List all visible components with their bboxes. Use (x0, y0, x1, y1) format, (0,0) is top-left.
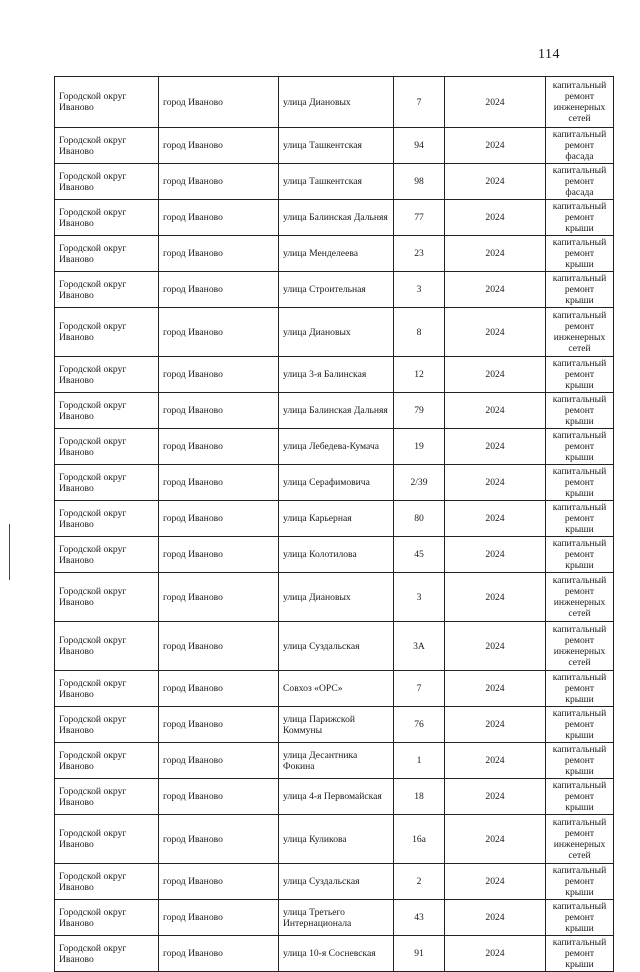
table-row (55, 465, 614, 501)
cell-year: 2024 (445, 779, 546, 815)
cell-year: 2024 (445, 200, 546, 236)
cell-street: улица 3-я Балинская (279, 357, 394, 393)
cell-year: 2024 (445, 573, 546, 622)
cell-work-type: капитальный ремонт фасада (546, 128, 614, 164)
cell-work-type: капитальный ремонт крыши (546, 779, 614, 815)
cell-district: Городской округ Иваново (55, 573, 159, 622)
cell-work-type: капитальный ремонт крыши (546, 272, 614, 308)
cell-house-number: 80 (394, 501, 445, 537)
cell-work-type: капитальный ремонт инженерных сетей (546, 308, 614, 357)
cell-house-number: 77 (394, 200, 445, 236)
cell-street: улица Ташкентская (279, 164, 394, 200)
cell-year: 2024 (445, 501, 546, 537)
table-row (55, 164, 614, 200)
cell-city: город Иваново (159, 164, 279, 200)
cell-city: город Иваново (159, 429, 279, 465)
cell-year: 2024 (445, 128, 546, 164)
registry-body (55, 77, 614, 972)
cell-house-number: 2/39 (394, 465, 445, 501)
cell-work-type: капитальный ремонт инженерных сетей (546, 573, 614, 622)
cell-year: 2024 (445, 429, 546, 465)
table-row (55, 936, 614, 972)
cell-city: город Иваново (159, 900, 279, 936)
cell-district: Городской округ Иваново (55, 900, 159, 936)
table-row (55, 128, 614, 164)
cell-street: улица Суздальская (279, 622, 394, 671)
cell-year: 2024 (445, 743, 546, 779)
cell-house-number: 16а (394, 815, 445, 864)
table-row (55, 429, 614, 465)
cell-work-type: капитальный ремонт крыши (546, 936, 614, 972)
cell-district: Городской округ Иваново (55, 357, 159, 393)
cell-work-type: капитальный ремонт крыши (546, 465, 614, 501)
cell-year: 2024 (445, 537, 546, 573)
page-number: 114 (538, 47, 560, 62)
cell-city: город Иваново (159, 272, 279, 308)
cell-work-type: капитальный ремонт крыши (546, 743, 614, 779)
cell-street: улица Суздальская (279, 864, 394, 900)
cell-house-number: 2 (394, 864, 445, 900)
cell-year: 2024 (445, 164, 546, 200)
cell-work-type: капитальный ремонт крыши (546, 707, 614, 743)
table-row (55, 573, 614, 622)
cell-district: Городской округ Иваново (55, 622, 159, 671)
cell-street: улица Строительная (279, 272, 394, 308)
cell-district: Городской округ Иваново (55, 815, 159, 864)
cell-district: Городской округ Иваново (55, 200, 159, 236)
cell-street: улица Балинская Дальняя (279, 393, 394, 429)
cell-district: Городской округ Иваново (55, 164, 159, 200)
cell-year: 2024 (445, 77, 546, 128)
cell-city: город Иваново (159, 622, 279, 671)
table-row (55, 200, 614, 236)
cell-house-number: 79 (394, 393, 445, 429)
cell-year: 2024 (445, 622, 546, 671)
cell-district: Городской округ Иваново (55, 465, 159, 501)
cell-year: 2024 (445, 357, 546, 393)
cell-work-type: капитальный ремонт крыши (546, 236, 614, 272)
cell-house-number: 3 (394, 272, 445, 308)
cell-house-number: 8 (394, 308, 445, 357)
cell-work-type: капитальный ремонт крыши (546, 393, 614, 429)
cell-house-number: 19 (394, 429, 445, 465)
cell-house-number: 76 (394, 707, 445, 743)
cell-street: улица 4-я Первомайская (279, 779, 394, 815)
cell-street: улица Куликова (279, 815, 394, 864)
cell-city: город Иваново (159, 393, 279, 429)
table-row (55, 393, 614, 429)
cell-street: улица Колотилова (279, 537, 394, 573)
cell-year: 2024 (445, 815, 546, 864)
cell-district: Городской округ Иваново (55, 501, 159, 537)
cell-city: город Иваново (159, 671, 279, 707)
cell-work-type: капитальный ремонт инженерных сетей (546, 622, 614, 671)
cell-year: 2024 (445, 936, 546, 972)
cell-city: город Иваново (159, 501, 279, 537)
cell-house-number: 7 (394, 77, 445, 128)
cell-house-number: 91 (394, 936, 445, 972)
cell-district: Городской округ Иваново (55, 272, 159, 308)
cell-district: Городской округ Иваново (55, 429, 159, 465)
cell-city: город Иваново (159, 936, 279, 972)
cell-year: 2024 (445, 308, 546, 357)
cell-city: город Иваново (159, 537, 279, 573)
table-row (55, 501, 614, 537)
cell-district: Городской округ Иваново (55, 393, 159, 429)
cell-district: Городской округ Иваново (55, 77, 159, 128)
cell-district: Городской округ Иваново (55, 537, 159, 573)
table-row (55, 77, 614, 128)
table-row (55, 743, 614, 779)
cell-city: город Иваново (159, 200, 279, 236)
cell-city: город Иваново (159, 357, 279, 393)
cell-city: город Иваново (159, 864, 279, 900)
table-row (55, 308, 614, 357)
cell-district: Городской округ Иваново (55, 743, 159, 779)
cell-city: город Иваново (159, 465, 279, 501)
table-row (55, 707, 614, 743)
cell-street: улица Десантника Фокина (279, 743, 394, 779)
cell-work-type: капитальный ремонт крыши (546, 429, 614, 465)
cell-city: город Иваново (159, 308, 279, 357)
cell-work-type: капитальный ремонт крыши (546, 900, 614, 936)
cell-work-type: капитальный ремонт крыши (546, 864, 614, 900)
cell-city: город Иваново (159, 707, 279, 743)
cell-work-type: капитальный ремонт инженерных сетей (546, 77, 614, 128)
cell-district: Городской округ Иваново (55, 864, 159, 900)
cell-house-number: 7 (394, 671, 445, 707)
cell-city: город Иваново (159, 128, 279, 164)
cell-work-type: капитальный ремонт инженерных сетей (546, 815, 614, 864)
cell-house-number: 3А (394, 622, 445, 671)
cell-year: 2024 (445, 900, 546, 936)
cell-street: улица Серафимовича (279, 465, 394, 501)
cell-year: 2024 (445, 465, 546, 501)
cell-work-type: капитальный ремонт крыши (546, 501, 614, 537)
cell-house-number: 12 (394, 357, 445, 393)
cell-district: Городской округ Иваново (55, 936, 159, 972)
cell-year: 2024 (445, 671, 546, 707)
cell-city: город Иваново (159, 236, 279, 272)
cell-street: улица Лебедева-Кумача (279, 429, 394, 465)
cell-house-number: 3 (394, 573, 445, 622)
cell-district: Городской округ Иваново (55, 128, 159, 164)
table-row (55, 779, 614, 815)
cell-house-number: 1 (394, 743, 445, 779)
cell-city: город Иваново (159, 77, 279, 128)
cell-house-number: 98 (394, 164, 445, 200)
cell-district: Городской округ Иваново (55, 236, 159, 272)
table-row (55, 272, 614, 308)
cell-district: Городской округ Иваново (55, 671, 159, 707)
table-row (55, 236, 614, 272)
cell-street: улица Третьего Интернационала (279, 900, 394, 936)
repair-registry-table (54, 76, 614, 972)
cell-work-type: капитальный ремонт крыши (546, 537, 614, 573)
table-row (55, 815, 614, 864)
cell-year: 2024 (445, 236, 546, 272)
cell-street: улица Карьерная (279, 501, 394, 537)
cell-city: город Иваново (159, 815, 279, 864)
cell-district: Городской округ Иваново (55, 779, 159, 815)
cell-city: город Иваново (159, 573, 279, 622)
cell-street: улица Парижской Коммуны (279, 707, 394, 743)
cell-year: 2024 (445, 864, 546, 900)
cell-house-number: 45 (394, 537, 445, 573)
cell-street: улица Диановых (279, 77, 394, 128)
cell-house-number: 94 (394, 128, 445, 164)
cell-street: улица Менделеева (279, 236, 394, 272)
cell-house-number: 23 (394, 236, 445, 272)
table-row (55, 357, 614, 393)
cell-street: улица 10-я Сосневская (279, 936, 394, 972)
cell-street: улица Диановых (279, 573, 394, 622)
cell-house-number: 43 (394, 900, 445, 936)
margin-scan-mark (9, 524, 10, 580)
cell-year: 2024 (445, 393, 546, 429)
cell-district: Городской округ Иваново (55, 707, 159, 743)
table-row (55, 671, 614, 707)
cell-work-type: капитальный ремонт крыши (546, 200, 614, 236)
cell-street: улица Ташкентская (279, 128, 394, 164)
table-row (55, 622, 614, 671)
cell-work-type: капитальный ремонт крыши (546, 671, 614, 707)
table-row (55, 864, 614, 900)
cell-street: Совхоз «ОРС» (279, 671, 394, 707)
cell-year: 2024 (445, 707, 546, 743)
cell-year: 2024 (445, 272, 546, 308)
cell-street: улица Диановых (279, 308, 394, 357)
cell-work-type: капитальный ремонт фасада (546, 164, 614, 200)
cell-city: город Иваново (159, 779, 279, 815)
table-row (55, 537, 614, 573)
cell-street: улица Балинская Дальняя (279, 200, 394, 236)
cell-district: Городской округ Иваново (55, 308, 159, 357)
cell-work-type: капитальный ремонт крыши (546, 357, 614, 393)
cell-house-number: 18 (394, 779, 445, 815)
cell-city: город Иваново (159, 743, 279, 779)
